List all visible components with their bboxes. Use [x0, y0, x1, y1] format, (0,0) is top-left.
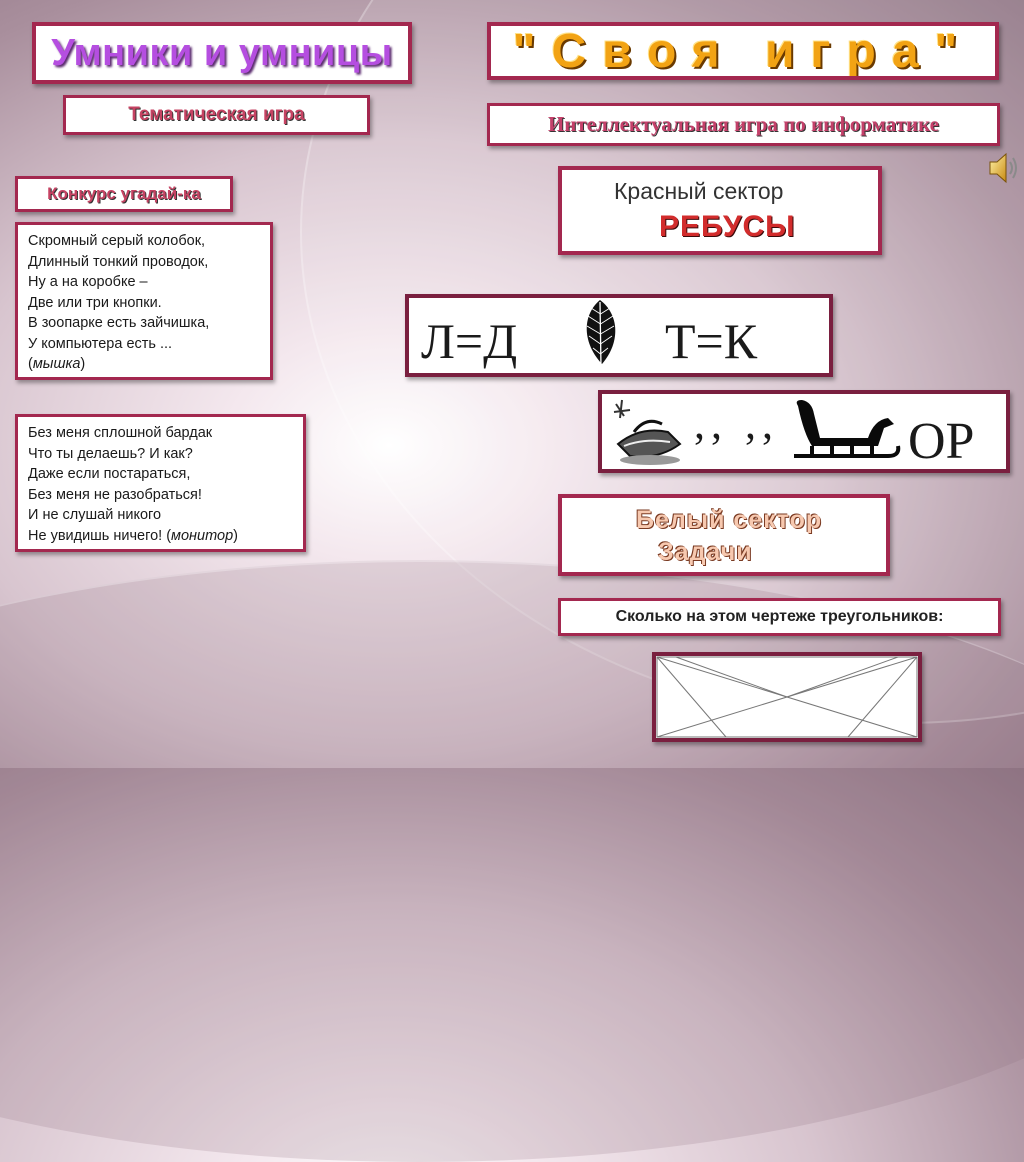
- riddle-line: Длинный тонкий проводок,: [28, 253, 209, 270]
- title-right: "Своя игра": [512, 24, 974, 78]
- speaker-icon[interactable]: [988, 150, 1022, 186]
- white-sector-title: Белый сектор: [636, 506, 823, 534]
- riddle-line: Что ты делаешь? И как?: [28, 445, 193, 462]
- riddle-answer-line: (мышка): [28, 356, 86, 372]
- rebus-2: [598, 390, 1010, 473]
- riddle-line: У компьютера есть ...: [28, 335, 173, 352]
- title-left-box: [32, 22, 412, 84]
- subtitle-right-box: [487, 103, 1000, 146]
- riddle-line: Ну а на коробке –: [28, 274, 148, 290]
- triangles-figure: [652, 652, 922, 742]
- rebus-1-left: Л=Д: [421, 313, 518, 369]
- subtitle-right: Интеллектуальная игра по информатике: [547, 112, 940, 136]
- riddle-line: Две или три кнопки.: [28, 294, 162, 311]
- sleigh-icon: [792, 398, 904, 470]
- rebus-2-commas: ,, ,,: [694, 399, 779, 448]
- riddle-line: Скромный серый колобок,: [28, 233, 206, 249]
- rebus-2-suffix: ОР: [908, 413, 975, 470]
- riddle-line: Даже если постараться,: [28, 466, 191, 482]
- contest-label-box: [15, 176, 233, 212]
- winter-scene-icon: [610, 396, 686, 468]
- riddle-answer: мышка: [32, 356, 81, 372]
- red-sector-card[interactable]: [558, 166, 882, 255]
- triangles-question: Сколько на этом чертеже треугольников:: [615, 608, 944, 625]
- white-sector-card[interactable]: [558, 494, 890, 576]
- background-swoosh-lower: [0, 560, 1024, 1162]
- leaf-icon: [577, 298, 623, 372]
- title-left: Умники и умницы: [51, 31, 393, 74]
- triangles-question-box: [558, 598, 1001, 636]
- riddle-answer-line: Не увидишь ничего! (монитор): [28, 527, 238, 544]
- riddle-answer: монитор: [171, 527, 234, 544]
- red-sector-category: РЕБУСЫ: [659, 210, 796, 243]
- contest-label: Конкурс угадай-ка: [47, 184, 201, 203]
- riddle-line: И не слушай никого: [28, 507, 162, 523]
- red-sector-title: Красный сектор: [614, 178, 784, 204]
- riddle-line: Без меня не разобраться!: [28, 486, 202, 503]
- subtitle-left-box: [63, 95, 370, 135]
- riddle-line: Без меня сплошной бардак: [28, 425, 213, 441]
- riddle-card-2: [15, 414, 306, 552]
- riddle-line: В зоопарке есть зайчишка,: [28, 315, 210, 331]
- rebus-1-right: Т=К: [665, 313, 758, 369]
- riddle-card-1: [15, 222, 273, 380]
- subtitle-left: Тематическая игра: [128, 104, 305, 125]
- white-sector-category: Задачи: [658, 538, 753, 566]
- title-right-box: [487, 22, 999, 80]
- rebus-1: [405, 294, 833, 377]
